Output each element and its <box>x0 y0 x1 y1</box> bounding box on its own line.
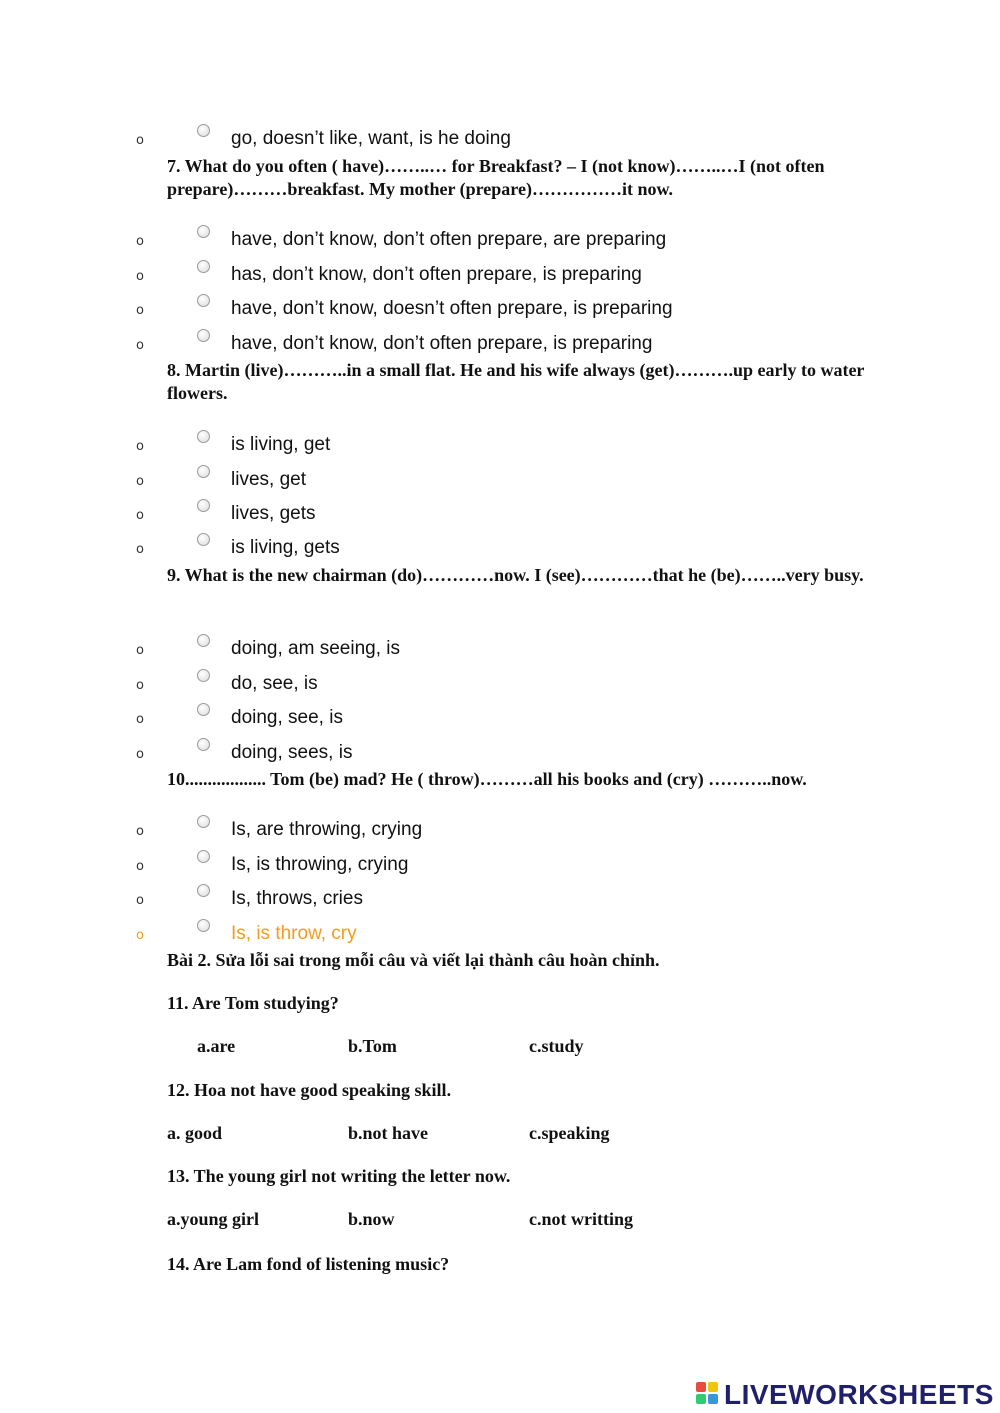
radio-button[interactable] <box>197 919 210 932</box>
radio-button[interactable] <box>197 669 210 682</box>
choice-a: a.young girl <box>167 1209 260 1229</box>
q8-option-4[interactable] <box>0 533 1000 563</box>
q8-option-1[interactable] <box>0 430 1000 460</box>
q9-option-1[interactable] <box>0 634 1000 664</box>
q6-option-4[interactable] <box>0 124 1000 154</box>
option-label: do, see, is <box>231 673 318 694</box>
q9-option-4[interactable] <box>0 738 1000 768</box>
q9-option-3[interactable] <box>0 703 1000 733</box>
choice-b: b.now <box>348 1209 395 1229</box>
list-bullet: o <box>136 893 144 908</box>
option-label: go, doesn’t like, want, is he doing <box>231 128 511 149</box>
q10-option-4[interactable] <box>0 919 1000 949</box>
q7-option-3[interactable] <box>0 294 1000 324</box>
question-12-text: 12. Hoa not have good speaking skill. <box>167 1080 452 1100</box>
radio-button[interactable] <box>197 124 210 137</box>
option-label: is living, gets <box>231 537 340 558</box>
list-bullet: o <box>136 712 144 727</box>
radio-button[interactable] <box>197 329 210 342</box>
list-bullet: o <box>136 133 144 148</box>
list-bullet: o <box>136 824 144 839</box>
logo-mark-icon <box>696 1382 720 1406</box>
question-7-text: 7. What do you often ( have)……..… for Breakfast? – I (not know)……..…I (not often prepare)………breakfast. My mother (prepare)……………it now. <box>167 156 825 199</box>
list-bullet: o <box>136 859 144 874</box>
list-bullet: o <box>136 678 144 693</box>
q10-option-3[interactable] <box>0 884 1000 914</box>
radio-button[interactable] <box>197 850 210 863</box>
option-label: Is, is throw, cry <box>231 923 357 944</box>
option-label: doing, see, is <box>231 707 343 728</box>
choice-b: b.not have <box>348 1123 429 1143</box>
radio-button[interactable] <box>197 465 210 478</box>
question-13-choices <box>0 1209 1000 1233</box>
radio-button[interactable] <box>197 225 210 238</box>
option-label: is living, get <box>231 434 331 455</box>
list-bullet: o <box>136 338 144 353</box>
option-label: have, don’t know, don’t often prepare, are preparing <box>231 229 667 250</box>
radio-button[interactable] <box>197 634 210 647</box>
option-label: Is, are throwing, crying <box>231 819 423 840</box>
section-2-title: Bài 2. Sửa lỗi sai trong mỗi câu và viết lại thành câu hoàn chỉnh. <box>167 950 660 970</box>
q7-option-1[interactable] <box>0 225 1000 255</box>
radio-button[interactable] <box>197 815 210 828</box>
radio-button[interactable] <box>197 703 210 716</box>
radio-button[interactable] <box>197 738 210 751</box>
q9-option-2[interactable] <box>0 669 1000 699</box>
question-13-text: 13. The young girl not writing the letter now. <box>167 1166 511 1186</box>
question-10-text: 10.................. Tom (be) mad? He ( throw)………all his books and (cry) ………..now. <box>167 769 807 789</box>
logo-text: LIVEWORKSHEETS <box>724 1379 994 1410</box>
list-bullet: o <box>136 643 144 658</box>
question-11-choices <box>0 1036 1000 1060</box>
list-bullet: o <box>136 269 144 284</box>
logo-square-green <box>696 1394 706 1404</box>
choice-a: a.are <box>197 1036 236 1056</box>
radio-button[interactable] <box>197 499 210 512</box>
choice-c: c.speaking <box>529 1123 610 1143</box>
choice-c: c.not writting <box>529 1209 633 1229</box>
list-bullet: o <box>136 747 144 762</box>
radio-button[interactable] <box>197 294 210 307</box>
option-label: doing, am seeing, is <box>231 638 400 659</box>
list-bullet: o <box>136 928 144 943</box>
question-9-text: 9. What is the new chairman (do)…………now. I (see)…………that he (be)……..very busy. <box>167 565 864 585</box>
radio-button[interactable] <box>197 884 210 897</box>
list-bullet: o <box>136 542 144 557</box>
q10-option-1[interactable] <box>0 815 1000 845</box>
option-label: Is, throws, cries <box>231 888 363 909</box>
list-bullet: o <box>136 439 144 454</box>
question-12-choices <box>0 1123 1000 1147</box>
logo-square-blue <box>708 1394 718 1404</box>
question-11-text: 11. Are Tom studying? <box>167 993 339 1013</box>
q8-option-3[interactable] <box>0 499 1000 529</box>
radio-button[interactable] <box>197 430 210 443</box>
list-bullet: o <box>136 303 144 318</box>
list-bullet: o <box>136 508 144 523</box>
option-label: Is, is throwing, crying <box>231 854 409 875</box>
choice-a: a. good <box>167 1123 223 1143</box>
list-bullet: o <box>136 474 144 489</box>
q8-option-2[interactable] <box>0 465 1000 495</box>
radio-button[interactable] <box>197 533 210 546</box>
logo-square-yellow <box>708 1382 718 1392</box>
q10-option-2[interactable] <box>0 850 1000 880</box>
question-8-text: 8. Martin (live)………..in a small flat. He and his wife always (get)……….up early to water flowers. <box>167 360 865 403</box>
option-label: has, don’t know, don’t often prepare, is preparing <box>231 264 642 285</box>
option-label: lives, get <box>231 469 306 490</box>
choice-b: b.Tom <box>348 1036 397 1056</box>
question-14-text: 14. Are Lam fond of listening music? <box>167 1254 450 1274</box>
option-label: have, don’t know, doesn’t often prepare, is preparing <box>231 298 673 319</box>
option-label: lives, gets <box>231 503 316 524</box>
q7-option-4[interactable] <box>0 329 1000 359</box>
liveworksheets-logo <box>696 1379 996 1411</box>
logo-square-red <box>696 1382 706 1392</box>
option-label: have, don’t know, don’t often prepare, is preparing <box>231 333 653 354</box>
radio-button[interactable] <box>197 260 210 273</box>
option-label: doing, sees, is <box>231 742 353 763</box>
choice-c: c.study <box>529 1036 584 1056</box>
list-bullet: o <box>136 234 144 249</box>
q7-option-2[interactable] <box>0 260 1000 290</box>
